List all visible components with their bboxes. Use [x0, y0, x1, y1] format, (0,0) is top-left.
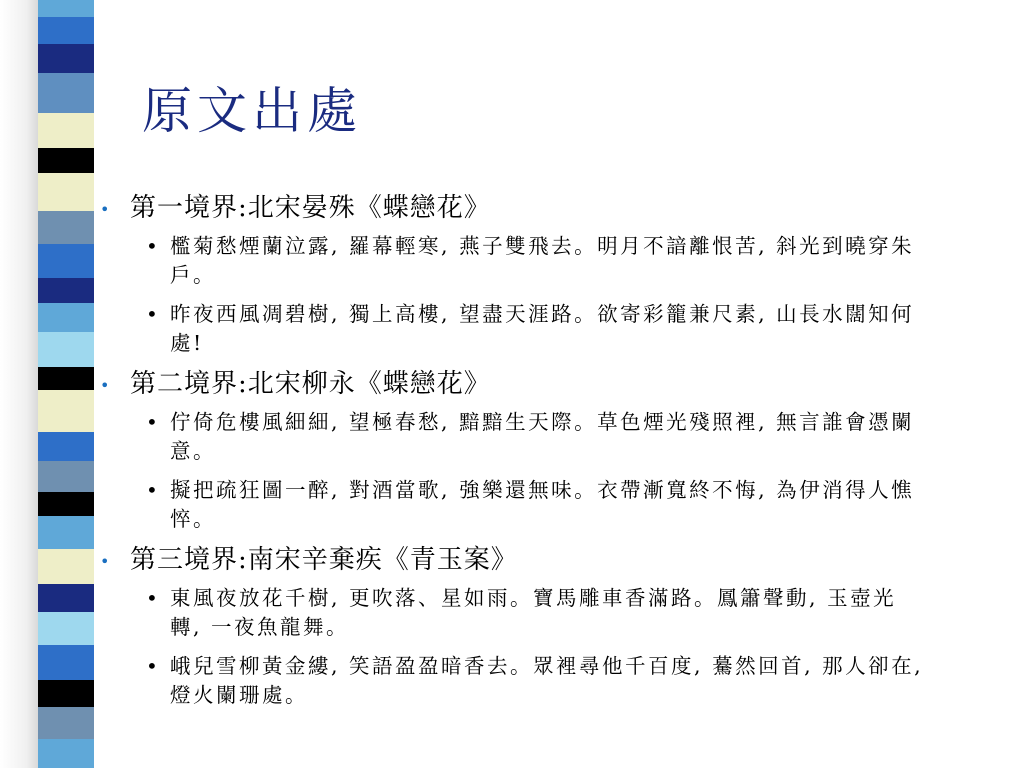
- slide-content: [98, 192, 928, 720]
- bullet-icon: •: [146, 586, 161, 610]
- bullet-icon: •: [100, 200, 111, 219]
- verse-text: 檻菊愁煙蘭泣露, 羅幕輕寒, 燕子雙飛去。明月不諳離恨苦, 斜光到曉穿朱戶。: [170, 234, 915, 287]
- verse-item: [98, 300, 928, 358]
- bullet-icon: •: [146, 654, 161, 678]
- bullet-icon: •: [146, 410, 161, 434]
- verse-text: 東風夜放花千樹, 更吹落、星如雨。寶馬雕車香滿路。鳳簫聲動, 玉壺光轉, 一夜魚龍舞。: [170, 586, 897, 639]
- bullet-icon: •: [146, 302, 161, 326]
- verse-item: [98, 476, 928, 534]
- bullet-icon: •: [146, 234, 161, 258]
- section-heading: [98, 544, 928, 576]
- verse-item: [98, 408, 928, 466]
- stripe-shade: [0, 0, 38, 768]
- verse-item: [98, 584, 928, 642]
- verse-text: 峨兒雪柳黃金縷, 笑語盈盈暗香去。眾裡尋他千百度, 驀然回首, 那人卻在, 燈火闌珊處。: [170, 654, 924, 707]
- verse-text: 昨夜西風凋碧樹, 獨上高樓, 望盡天涯路。欲寄彩籠兼尺素, 山長水闊知何處!: [170, 302, 915, 355]
- section-heading-text: 第一境界:北宋晏殊《蝶戀花》: [130, 193, 491, 223]
- verse-text: 佇倚危樓風細細, 望極春愁, 黯黯生天際。草色煙光殘照裡, 無言誰會憑闌意。: [170, 410, 915, 463]
- decorative-stripe: [38, 0, 94, 768]
- section-heading-text: 第三境界:南宋辛棄疾《青玉案》: [130, 545, 518, 575]
- verse-text: 擬把疏狂圖一醉, 對酒當歌, 強樂還無味。衣帶漸寬終不悔, 為伊消得人憔悴。: [170, 478, 915, 531]
- section-heading: [98, 192, 928, 224]
- section-heading-text: 第二境界:北宋柳永《蝶戀花》: [130, 369, 491, 399]
- bullet-icon: •: [146, 478, 161, 502]
- verse-item: [98, 652, 928, 710]
- bullet-icon: •: [100, 552, 111, 571]
- bullet-icon: •: [100, 376, 111, 395]
- verse-item: [98, 232, 928, 290]
- section-heading: [98, 368, 928, 400]
- slide-title: 原文出處: [142, 82, 362, 140]
